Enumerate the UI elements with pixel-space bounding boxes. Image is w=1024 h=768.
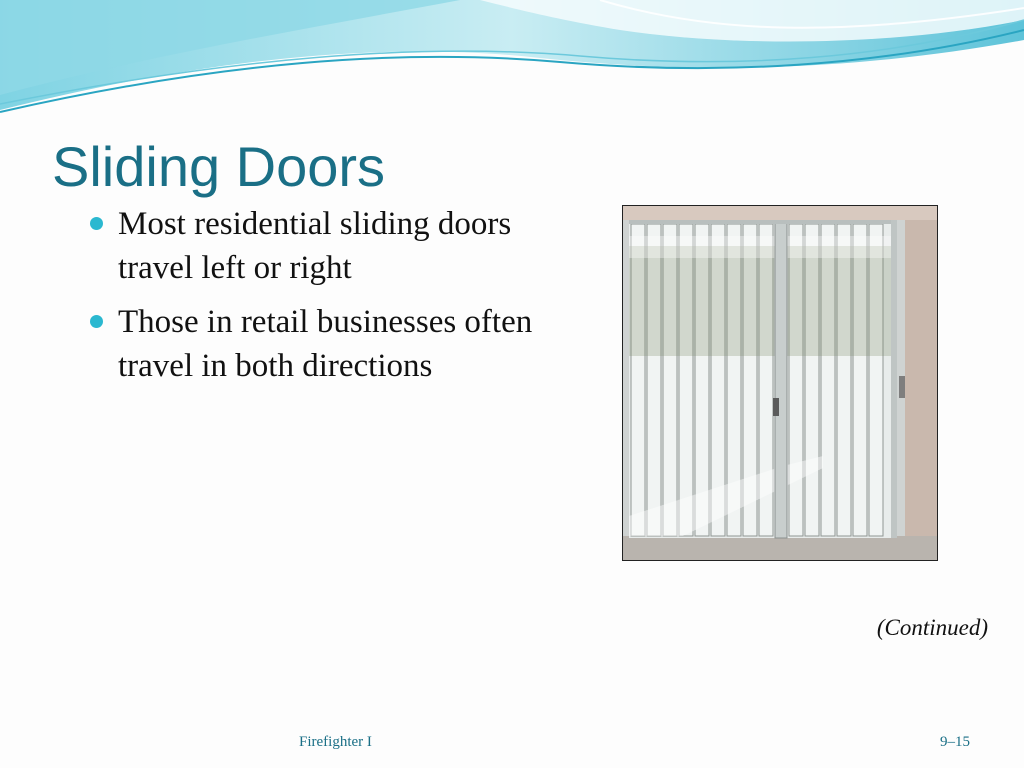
- bullet-marker-icon: [90, 217, 103, 230]
- bullet-item: [88, 202, 558, 290]
- continued-note: (Continued): [876, 615, 988, 640]
- footer-course-title: Firefighter I: [299, 734, 372, 750]
- bullet-text: Those in retail businesses often travel in both directions: [118, 304, 533, 384]
- sliding-door-photo: [622, 205, 938, 561]
- header-wave-decoration: [0, 0, 1024, 120]
- bullet-text: Most residential sliding doors travel left or right: [118, 206, 512, 286]
- bullet-marker-icon: [90, 315, 103, 328]
- slide-title: Sliding Doors: [52, 135, 386, 198]
- bullet-item: [88, 300, 558, 388]
- footer-slide-number: 9–15: [940, 734, 970, 750]
- bullet-list: [88, 202, 558, 398]
